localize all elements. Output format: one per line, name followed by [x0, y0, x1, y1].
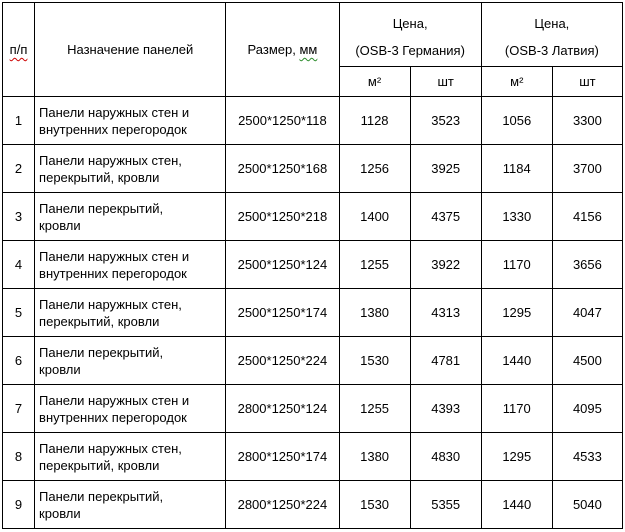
panel-purpose-line-1: Панели наружных стен и — [39, 104, 190, 120]
panel-size: 2500*1250*224 — [226, 337, 339, 385]
table-row — [3, 97, 623, 145]
row-number: 5 — [3, 289, 35, 337]
panel-purpose — [35, 193, 226, 241]
row-number: 4 — [3, 241, 35, 289]
panel-purpose-line-2: внутренних перегородок — [39, 265, 187, 281]
price-latvia-m2: 1170 — [481, 241, 552, 289]
header-price-latvia-sub: (OSB-3 Латвия) — [504, 43, 599, 58]
price-latvia-m2: 1295 — [481, 433, 552, 481]
panel-purpose-line-1: Панели наружных стен и — [39, 248, 190, 264]
table-row — [3, 433, 623, 481]
table-body — [3, 97, 623, 529]
panel-purpose — [35, 145, 226, 193]
row-number: 7 — [3, 385, 35, 433]
price-germany-m2: 1380 — [339, 289, 410, 337]
price-germany-m2: 1256 — [339, 145, 410, 193]
price-latvia-m2: 1330 — [481, 193, 552, 241]
panel-size: 2800*1250*124 — [226, 385, 339, 433]
price-germany-m2: 1255 — [339, 385, 410, 433]
panel-purpose-line-2: перекрытий, кровли — [39, 313, 160, 329]
panel-purpose — [35, 481, 226, 529]
header-name — [35, 3, 226, 97]
table-row — [3, 481, 623, 529]
panel-purpose-line-2: внутренних перегородок — [39, 121, 187, 137]
price-germany-pcs: 3922 — [410, 241, 481, 289]
price-latvia-m2: 1170 — [481, 385, 552, 433]
price-germany-pcs: 4393 — [410, 385, 481, 433]
price-germany-pcs: 3925 — [410, 145, 481, 193]
price-latvia-m2: 1440 — [481, 481, 552, 529]
panel-size: 2500*1250*124 — [226, 241, 339, 289]
panel-purpose-line-1: Панели наружных стен и — [39, 392, 190, 408]
panel-size: 2800*1250*174 — [226, 433, 339, 481]
table-row — [3, 145, 623, 193]
row-number: 1 — [3, 97, 35, 145]
header-price-germany-label: Цена, — [392, 16, 428, 31]
price-germany-pcs: 4313 — [410, 289, 481, 337]
panel-size: 2800*1250*224 — [226, 481, 339, 529]
header-price-germany — [339, 3, 481, 67]
panel-purpose — [35, 241, 226, 289]
price-germany-pcs: 5355 — [410, 481, 481, 529]
row-number: 3 — [3, 193, 35, 241]
panel-purpose-line-2: кровли — [39, 505, 81, 521]
price-latvia-pcs: 4047 — [552, 289, 622, 337]
table-row — [3, 193, 623, 241]
header-price-latvia-label: Цена, — [534, 16, 570, 31]
price-latvia-pcs: 4156 — [552, 193, 622, 241]
panel-size: 2500*1250*218 — [226, 193, 339, 241]
panel-purpose-line-2: внутренних перегородок — [39, 409, 187, 425]
panel-purpose-line-1: Панели наружных стен, — [39, 296, 182, 312]
table-row — [3, 385, 623, 433]
price-germany-pcs: 4375 — [410, 193, 481, 241]
panel-purpose-line-1: Панели наружных стен, — [39, 152, 182, 168]
panel-purpose — [35, 337, 226, 385]
panel-purpose — [35, 97, 226, 145]
panel-size: 2500*1250*168 — [226, 145, 339, 193]
panel-purpose-line-1: Панели перекрытий, — [39, 488, 164, 504]
row-number: 2 — [3, 145, 35, 193]
price-latvia-pcs: 3700 — [552, 145, 622, 193]
row-number: 9 — [3, 481, 35, 529]
header-price-germany-sub: (OSB-3 Германия) — [355, 43, 465, 58]
header-size-label: Размер, — [247, 42, 300, 57]
price-latvia-m2: 1440 — [481, 337, 552, 385]
price-germany-m2: 1400 — [339, 193, 410, 241]
price-germany-pcs: 3523 — [410, 97, 481, 145]
panel-purpose — [35, 385, 226, 433]
panel-purpose-line-2: перекрытий, кровли — [39, 457, 160, 473]
header-num-label: п/п — [9, 42, 28, 57]
table-row — [3, 289, 623, 337]
panel-purpose-line-2: кровли — [39, 217, 81, 233]
price-latvia-pcs: 4533 — [552, 433, 622, 481]
price-latvia-pcs: 4500 — [552, 337, 622, 385]
header-row — [3, 3, 623, 67]
price-germany-m2: 1530 — [339, 481, 410, 529]
panel-size: 2500*1250*118 — [226, 97, 339, 145]
price-latvia-pcs: 3656 — [552, 241, 622, 289]
row-number: 6 — [3, 337, 35, 385]
panel-purpose-line-1: Панели перекрытий, — [39, 344, 164, 360]
panel-purpose-line-1: Панели наружных стен, — [39, 440, 182, 456]
header-unit-pcs-latvia: шт — [552, 67, 622, 97]
header-unit-m2-germany: м² — [339, 67, 410, 97]
price-latvia-pcs: 5040 — [552, 481, 622, 529]
header-unit-pcs-germany: шт — [410, 67, 481, 97]
price-latvia-pcs: 3300 — [552, 97, 622, 145]
price-germany-m2: 1530 — [339, 337, 410, 385]
table-row — [3, 337, 623, 385]
panel-size: 2500*1250*174 — [226, 289, 339, 337]
price-latvia-pcs: 4095 — [552, 385, 622, 433]
header-unit-m2-latvia: м² — [481, 67, 552, 97]
price-germany-pcs: 4830 — [410, 433, 481, 481]
price-latvia-m2: 1056 — [481, 97, 552, 145]
header-num — [3, 3, 35, 97]
price-latvia-m2: 1184 — [481, 145, 552, 193]
price-latvia-m2: 1295 — [481, 289, 552, 337]
table-row — [3, 241, 623, 289]
header-name-label: Назначение панелей — [67, 42, 194, 57]
panel-purpose — [35, 433, 226, 481]
panel-purpose — [35, 289, 226, 337]
price-germany-m2: 1255 — [339, 241, 410, 289]
price-table — [2, 2, 623, 529]
panel-purpose-line-2: кровли — [39, 361, 81, 377]
price-germany-m2: 1380 — [339, 433, 410, 481]
price-germany-pcs: 4781 — [410, 337, 481, 385]
header-price-latvia — [481, 3, 622, 67]
panel-purpose-line-2: перекрытий, кровли — [39, 169, 160, 185]
row-number: 8 — [3, 433, 35, 481]
panel-purpose-line-1: Панели перекрытий, — [39, 200, 164, 216]
header-size — [226, 3, 339, 97]
price-germany-m2: 1128 — [339, 97, 410, 145]
header-size-unit: мм — [299, 42, 318, 57]
